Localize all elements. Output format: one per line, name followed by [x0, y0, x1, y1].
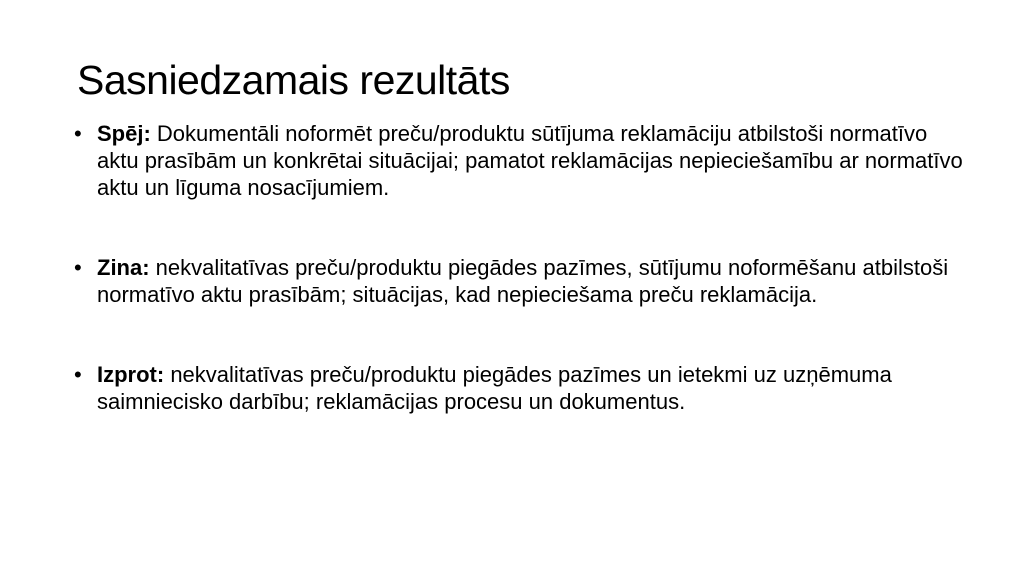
bullet-item-izprot [72, 361, 972, 415]
bullet-term: Izprot: [97, 362, 165, 387]
bullet-icon: • [74, 362, 82, 387]
slide-title: Sasniedzamais rezultāts [77, 57, 510, 103]
bullet-icon: • [74, 121, 82, 146]
bullet-icon: • [74, 255, 82, 280]
bullet-text: Dokumentāli noformēt preču/produktu sūtījuma reklamāciju atbilstoši normatīvo aktu prasībām un konkrētai situācijai; pamatot reklamācijas nepieciešamību ar normatīvo aktu un līguma nosacījumiem. [97, 121, 963, 200]
bullet-item-zina [72, 254, 972, 308]
bullet-item-spej [72, 120, 972, 201]
bullet-text: nekvalitatīvas preču/produktu piegādes pazīmes un ietekmi uz uzņēmuma saimniecisko darbību; reklamācijas procesu un dokumentus. [97, 362, 892, 414]
bullet-text: nekvalitatīvas preču/produktu piegādes pazīmes, sūtījumu noformēšanu atbilstoši normatīvo aktu prasībām; situācijas, kad nepieciešama preču reklamācija. [97, 255, 949, 307]
bullet-list [72, 120, 972, 415]
bullet-term: Zina: [97, 255, 150, 280]
bullet-term: Spēj: [97, 121, 151, 146]
